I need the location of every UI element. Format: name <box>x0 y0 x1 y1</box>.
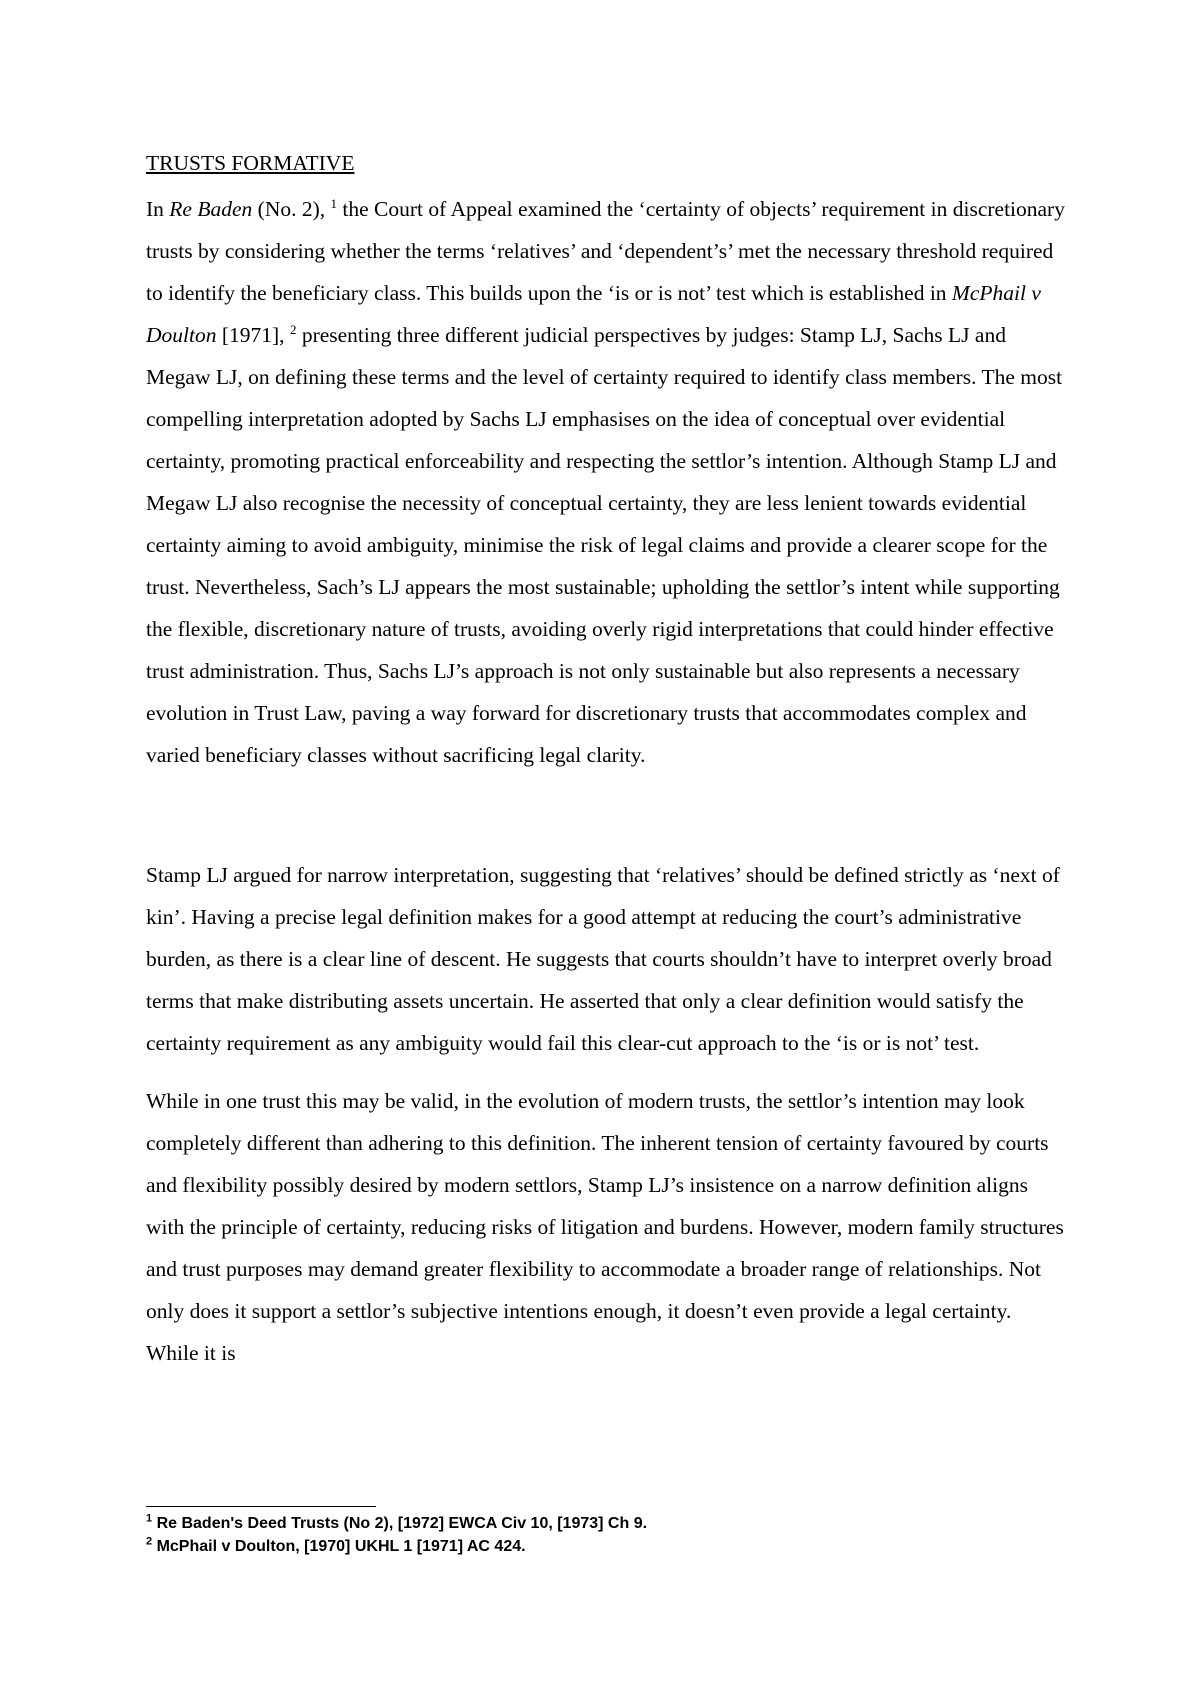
footnote-reference-1: 1 <box>330 195 338 211</box>
footnote-number: 1 <box>146 1512 153 1525</box>
footnote-reference-2: 2 <box>289 321 297 337</box>
footnote-text: McPhail v Doulton, [1970] UKHL 1 [1971] AC 424. <box>152 1538 526 1555</box>
footnote-2 <box>146 1535 1046 1558</box>
footnote-separator <box>146 1506 376 1507</box>
document-body <box>146 146 1066 1374</box>
text-run: [1971], <box>216 323 290 347</box>
footnotes <box>146 1512 1046 1558</box>
paragraph-introduction <box>146 188 1066 776</box>
document-title: TRUSTS FORMATIVE <box>146 151 355 175</box>
text-run: presenting three different judicial perspectives by judges: Stamp LJ, Sachs LJ and Megaw LJ, on defining these terms and the level of certainty required to identify class members. The most compelling interpretation adopted by Sachs LJ emphasises on the idea of conceptual over evidential certainty, promoting practical enforceability and respecting the settlor’s intention. Although Stamp LJ and Megaw LJ also recognise the necessity of conceptual certainty, they are less lenient towards evidential certainty aiming to avoid ambiguity, minimise the risk of legal claims and provide a clearer scope for the trust. Nevertheless, Sach’s LJ appears the most sustainable; upholding the settlor’s intent while supporting the flexible, discretionary nature of trusts, avoiding overly rigid interpretations that could hinder effective trust administration. Thus, Sachs LJ’s approach is not only sustainable but also represents a necessary evolution in Trust Law, paving a way forward for discretionary trusts that accommodates complex and varied beneficiary classes without sacrificing legal clarity. <box>146 323 1063 767</box>
paragraph-modern-trusts: While in one trust this may be valid, in the evolution of modern trusts, the settlor’s intention may look completely different than adhering to this definition. The inherent tension of certainty favoured by courts and flexibility possibly desired by modern settlors, Stamp LJ’s insistence on a narrow definition aligns with the principle of certainty, reducing risks of litigation and burdens. However, modern family structures and trust purposes may demand greater flexibility to accommodate a broader range of relationships. Not only does it support a settlor’s subjective intentions enough, it doesn’t even provide a legal certainty. While it is <box>146 1089 1064 1365</box>
text-run: In <box>146 197 170 221</box>
case-name-re-baden: Re Baden <box>169 197 253 221</box>
paragraph-stamp-lj: Stamp LJ argued for narrow interpretation, suggesting that ‘relatives’ should be defined strictly as ‘next of kin’. Having a precise legal definition makes for a good attempt at reducing the court’s administrative burden, as there is a clear line of descent. He suggests that courts shouldn’t have to interpret overly broad terms that make distributing assets uncertain. He asserted that only a clear definition would satisfy the certainty requirement as any ambiguity would fail this clear-cut approach to the ‘is or is not’ test. <box>146 863 1060 1055</box>
text-run: the Court of Appeal examined the ‘certainty of objects’ requirement in discretionary trusts by considering whether the terms ‘relatives’ and ‘dependent’s’ met the necessary threshold required to identify the beneficiary class. This builds upon the ‘is or is not’ test which is established in <box>146 197 1065 305</box>
text-run: (No. 2), <box>252 197 331 221</box>
footnote-1 <box>146 1512 1046 1535</box>
footnote-number: 2 <box>146 1535 153 1548</box>
case-name-mcphail-v-doulton: McPhail v Doulton <box>146 281 1041 347</box>
footnote-text: Re Baden's Deed Trusts (No 2), [1972] EWCA Civ 10, [1973] Ch 9. <box>152 1515 648 1532</box>
